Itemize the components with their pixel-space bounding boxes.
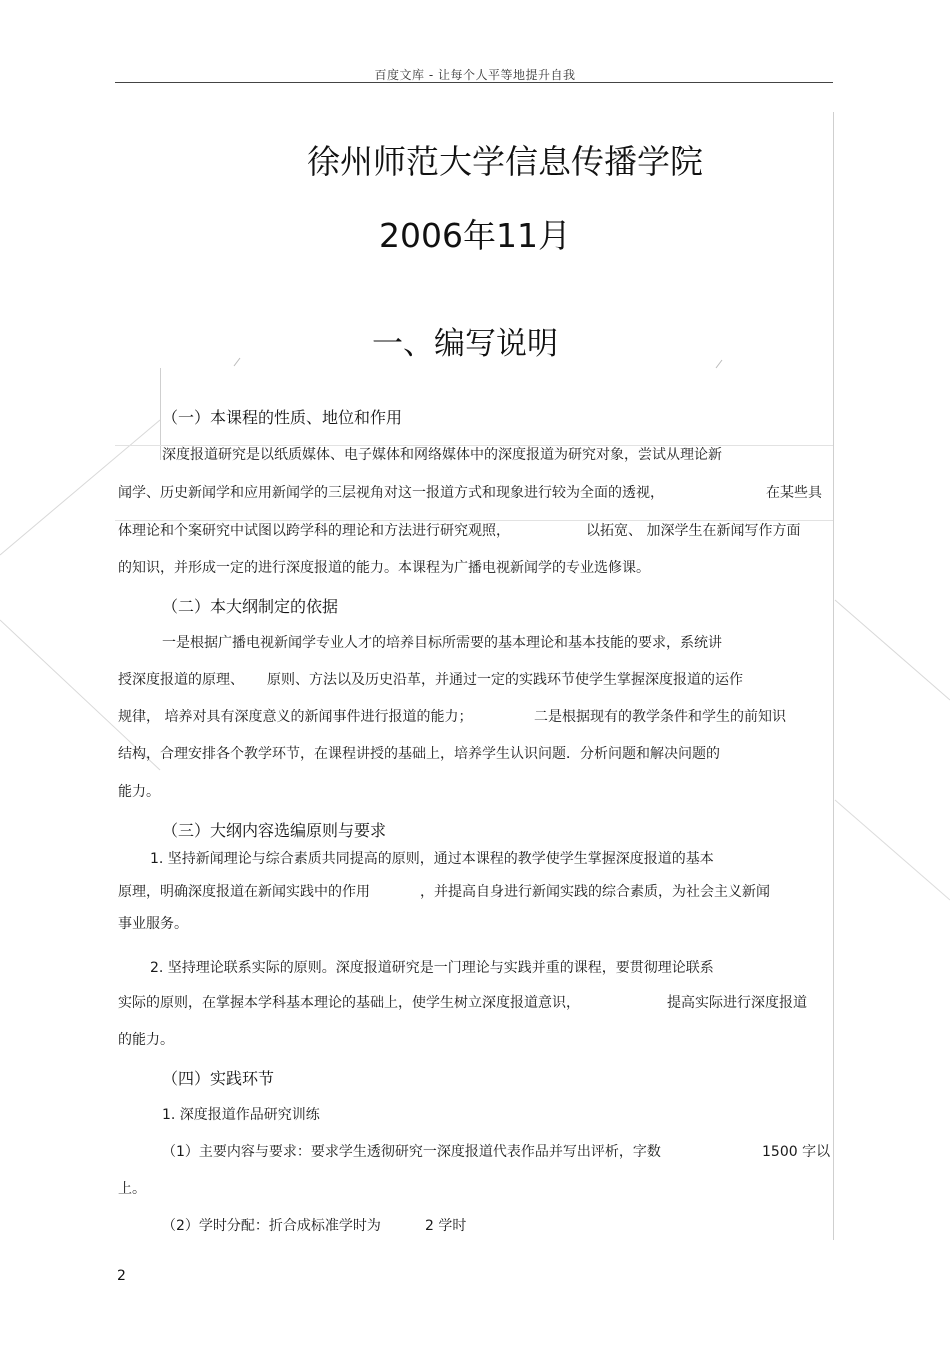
paragraph-line: 原则、方法以及历史沿革，并通过一定的实践环节使学生掌握深度报道的运作	[267, 672, 743, 688]
paragraph-line: （1）主要内容与要求：要求学生透彻研究一深度报道代表作品并写出评析，字数	[162, 1144, 661, 1160]
paragraph-line: 1. 深度报道作品研究训练	[162, 1107, 320, 1123]
section-heading: （二）本大纲制定的依据	[162, 597, 339, 616]
page-header: 百度文库 - 让每个人平等地提升自我	[374, 68, 576, 82]
paragraph-line: 闻学、历史新闻学和应用新闻学的三层视角对这一报道方式和现象进行较为全面的透视，	[118, 485, 664, 501]
paragraph-line: 在某些具	[766, 485, 822, 501]
date-title: 2006年11月	[379, 216, 571, 255]
paragraph-line: 结构，合理安排各个教学环节，在课程讲授的基础上，培养学生认识问题．分析问题和解决问题的	[118, 746, 720, 762]
paragraph-line: 的能力。	[118, 1032, 174, 1048]
paragraph-line: 体理论和个案研究中试图以跨学科的理论和方法进行研究观照，	[118, 523, 510, 539]
paragraph-line: 二是根据现有的教学条件和学生的前知识	[534, 709, 786, 725]
paragraph-line: 2 学时	[425, 1218, 467, 1234]
paragraph-line: 事业服务。	[118, 916, 188, 932]
institution-title: 徐州师范大学信息传播学院	[307, 142, 703, 181]
paragraph-line: 1. 坚持新闻理论与综合素质共同提高的原则，通过本课程的教学使学生掌握深度报道的基本	[150, 851, 714, 867]
paragraph-line: 能力。	[118, 784, 160, 800]
paragraph-line: 1500 字以	[762, 1144, 831, 1160]
left-border-line	[160, 368, 161, 460]
page-number: 2	[117, 1268, 126, 1284]
section-title: 一、编写说明	[372, 326, 558, 362]
paragraph-line: 深度报道研究是以纸质媒体、电子媒体和网络媒体中的深度报道为研究对象，尝试从理论新	[162, 447, 722, 463]
header-rule	[115, 82, 833, 83]
paragraph-line: 的知识，并形成一定的进行深度报道的能力。本课程为广播电视新闻学的专业选修课。	[118, 560, 650, 576]
paragraph-line: 授深度报道的原理、	[118, 672, 244, 688]
section-heading: （四）实践环节	[162, 1069, 275, 1088]
paragraph-line: 规律， 培养对具有深度意义的新闻事件进行报道的能力；	[118, 709, 473, 725]
paragraph-line: 上。	[118, 1181, 146, 1197]
paragraph-line: 提高实际进行深度报道	[667, 995, 807, 1011]
paragraph-line: 一是根据广播电视新闻学专业人才的培养目标所需要的基本理论和基本技能的要求，系统讲	[162, 635, 722, 651]
section-heading: （三）大纲内容选编原则与要求	[162, 821, 387, 840]
right-border-line	[833, 112, 834, 1240]
section-heading: （一）本课程的性质、地位和作用	[162, 408, 403, 427]
paragraph-line: （2）学时分配：折合成标准学时为	[162, 1218, 381, 1234]
paragraph-line: 以拓宽、 加深学生在新闻写作方面	[586, 523, 801, 539]
paragraph-line: ，并提高自身进行新闻实践的综合素质，为社会主义新闻	[420, 884, 770, 900]
paragraph-line: 原理，明确深度报道在新闻实践中的作用	[118, 884, 370, 900]
paragraph-line: 2. 坚持理论联系实际的原则。深度报道研究是一门理论与实践并重的课程，要贯彻理论联系	[150, 960, 714, 976]
paragraph-line: 实际的原则，在掌握本学科基本理论的基础上，使学生树立深度报道意识，	[118, 995, 580, 1011]
